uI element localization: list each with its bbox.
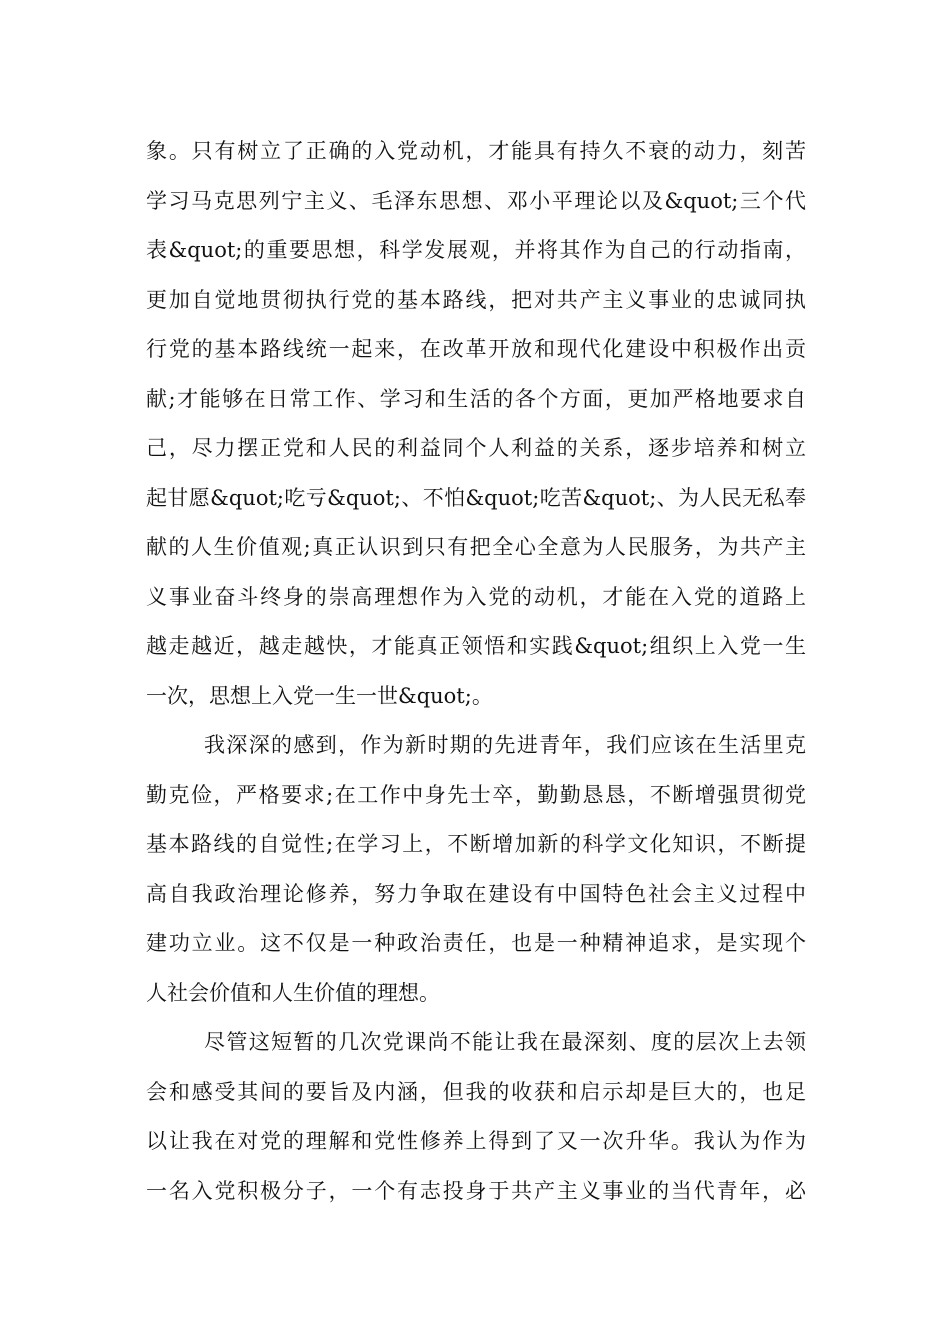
text-line: 行党的基本路线统一起来，在改革开放和现代化建设中积极作出贡: [146, 337, 806, 361]
text-line: 会和感受其间的要旨及内涵，但我的收获和启示却是巨大的，也足: [146, 1079, 806, 1104]
text-line: 勤克俭，严格要求;在工作中身先士卒，勤勤恳恳，不断增强贯彻党: [146, 782, 806, 807]
text-line: 更加自觉地贯彻执行党的基本路线，把对共产主义事业的忠诚同执: [146, 287, 806, 312]
text-line: 象。只有树立了正确的入党动机，才能具有持久不衰的动力，刻苦: [146, 139, 806, 163]
text-line: 人社会价值和人生价值的理想。: [146, 980, 440, 1005]
text-line: 己，尽力摆正党和人民的利益同个人利益的关系，逐步培养和树立: [146, 436, 806, 460]
text-line: 一次，思想上入党一生一世&quot;。: [146, 683, 493, 708]
text-line: 基本路线的自觉性;在学习上，不断增加新的科学文化知识，不断提: [146, 832, 806, 856]
text-line: 一名入党积极分子，一个有志投身于共产主义事业的当代青年，必: [146, 1178, 806, 1203]
paragraph: [146, 127, 806, 721]
text-line: 以让我在对党的理解和党性修养上得到了又一次升华。我认为作为: [146, 1129, 806, 1153]
text-line: 表&quot;的重要思想，科学发展观，并将其作为自己的行动指南，: [146, 238, 806, 262]
document-body: [146, 127, 806, 1216]
text-line: 高自我政治理论修养，努力争取在建设有中国特色社会主义过程中: [146, 881, 806, 906]
paragraph: [146, 1018, 806, 1216]
text-line: 献的人生价值观;真正认识到只有把全心全意为人民服务，为共产主: [146, 535, 806, 559]
text-line: 学习马克思列宁主义、毛泽东思想、邓小平理论以及&quot;三个代: [146, 188, 806, 213]
text-line: 越走越近，越走越快，才能真正领悟和实践&quot;组织上入党一生: [146, 634, 806, 658]
text-line: 起甘愿&quot;吃亏&quot;、不怕&quot;吃苦&quot;、为人民无私奉: [146, 485, 806, 510]
paragraph: [146, 721, 806, 1018]
text-line: 建功立业。这不仅是一种政治责任，也是一种精神追求，是实现个: [146, 931, 806, 955]
text-line: 我深深的感到，作为新时期的先进青年，我们应该在生活里克: [204, 733, 806, 757]
text-line: 尽管这短暂的几次党课尚不能让我在最深刻、度的层次上去领: [204, 1030, 806, 1054]
text-line: 献;才能够在日常工作、学习和生活的各个方面，更加严格地要求自: [146, 386, 806, 411]
text-line: 义事业奋斗终身的崇高理想作为入党的动机，才能在入党的道路上: [146, 584, 806, 609]
